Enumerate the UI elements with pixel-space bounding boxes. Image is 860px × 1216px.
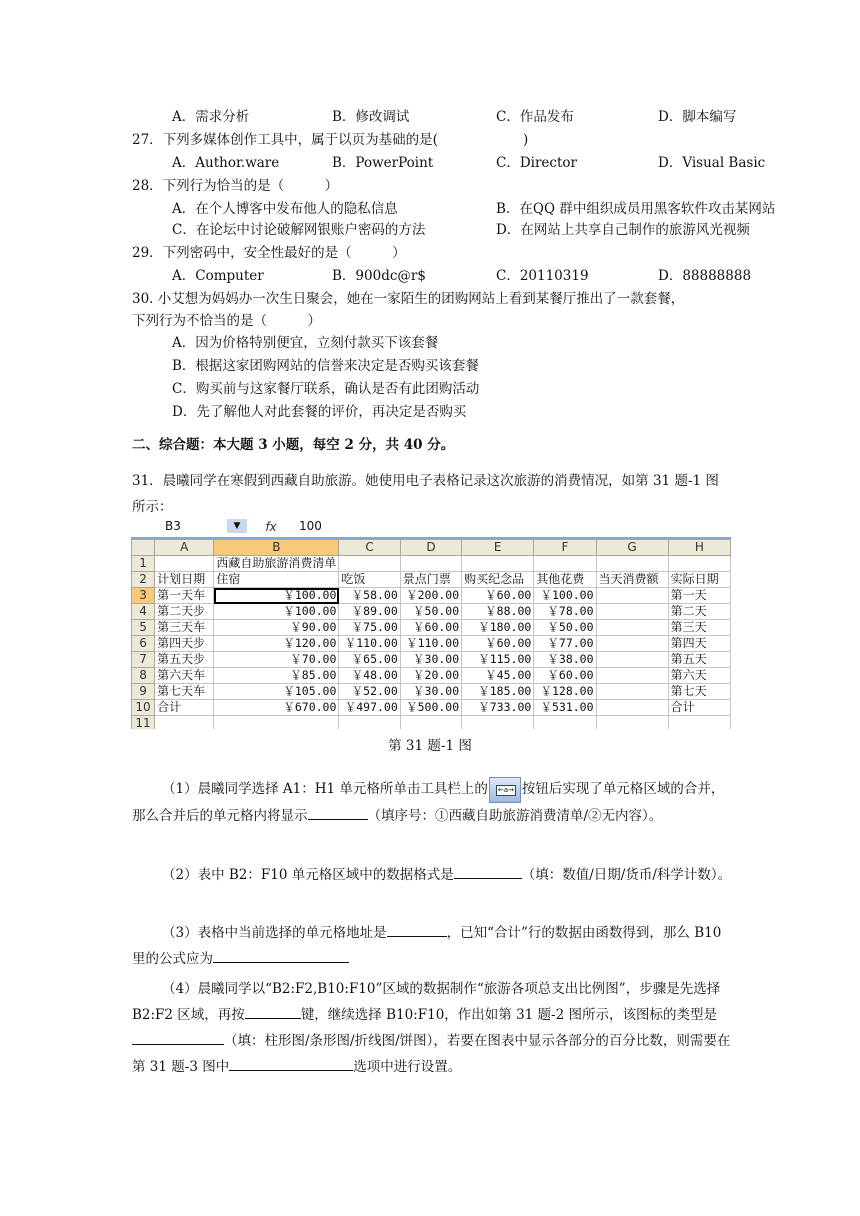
sub1-text-b: 按钮后实现了单元格区域的合并，那么合并后的单元格内将显示 (132, 781, 725, 824)
cell[interactable] (596, 588, 668, 604)
cell[interactable] (400, 716, 461, 730)
sub4-text-b: 键，继续选择 B10:F10，作出如第 31 题-2 图所示，该图标的类型是 (300, 1007, 717, 1023)
table-row (132, 700, 731, 716)
cell[interactable]: ￥38.00 (534, 652, 596, 668)
cell[interactable]: ￥115.00 (462, 652, 534, 668)
q29-stem: 29．下列密码中，安全性最好的是（ ） (132, 245, 406, 261)
cell[interactable]: 景点门票 (400, 572, 461, 588)
cell[interactable]: 当天消费额 (596, 572, 668, 588)
cell[interactable]: 第六天 (668, 668, 730, 684)
sub2-text-a: （2）表中 B2：F10 单元格区域中的数据格式是 (162, 867, 454, 883)
cell[interactable] (596, 700, 668, 716)
cell[interactable]: ￥20.00 (400, 668, 461, 684)
column-header-e[interactable]: E (462, 540, 534, 556)
cell[interactable]: ￥77.00 (534, 636, 596, 652)
q31-intro: 31．晨曦同学在寒假到西藏自助旅游。她使用电子表格记录这次旅游的消费情况，如第 31 题-1 图所示： (132, 473, 719, 515)
cell[interactable]: ￥110.00 (400, 636, 461, 652)
cell[interactable]: ￥60.00 (534, 668, 596, 684)
table-row (132, 636, 731, 652)
spreadsheet-figure (131, 517, 731, 729)
answer-blank-5 (245, 1004, 301, 1019)
cell[interactable]: ￥100.00 (214, 604, 339, 620)
cell[interactable]: ￥45.00 (462, 668, 534, 684)
cell[interactable]: 合计 (668, 700, 730, 716)
cell[interactable] (596, 716, 668, 730)
q29-option-c: C．20110319 (496, 268, 589, 284)
sub4-text-c: （填：柱形图/条形图/折线图/饼图），若要在图表中显示各部分的百分比数，则需要在第 31 题-3 图中 (132, 1033, 731, 1075)
q28-option-b: B．在QQ 群中组织成员用黑客软件攻击某网站 (496, 201, 776, 217)
cell[interactable]: 第七天 (668, 684, 730, 700)
cell[interactable]: 第三天 (668, 620, 730, 636)
cell[interactable] (596, 668, 668, 684)
cell[interactable] (155, 556, 214, 572)
q27-stem: 27．下列多媒体创作工具中，属于以页为基础的是( (132, 132, 438, 148)
sub1-text-c: （填序号：①西藏自助旅游消费清单/②无内容）。 (367, 807, 663, 824)
merge-and-center-icon (489, 777, 521, 803)
cell[interactable]: 住宿 (214, 572, 339, 588)
q30-option-c: C．购买前与这家餐厅联系，确认是否有此团购活动 (172, 381, 480, 397)
cell[interactable] (339, 556, 400, 572)
cell[interactable]: 第五天步 (155, 652, 214, 668)
cell[interactable]: 第一天 (668, 588, 730, 604)
cell[interactable]: ￥70.00 (214, 652, 339, 668)
q28-option-a: A．在个人博客中发布他人的隐私信息 (172, 201, 398, 217)
cell[interactable] (462, 556, 534, 572)
answer-blank-6 (132, 1030, 224, 1045)
cell[interactable]: ￥89.00 (339, 604, 400, 620)
cell[interactable]: 合计 (155, 700, 214, 716)
column-header-f[interactable]: F (534, 540, 596, 556)
sub4-text-d: 选项中进行设置。 (353, 1059, 462, 1075)
cell[interactable] (668, 556, 730, 572)
cell[interactable]: ￥60.00 (400, 620, 461, 636)
cell[interactable]: 实际日期 (668, 572, 730, 588)
row-header[interactable]: 4 (132, 604, 155, 620)
cell[interactable]: 第四天步 (155, 636, 214, 652)
row-header[interactable]: 10 (132, 700, 155, 716)
column-header-d[interactable]: D (400, 540, 461, 556)
chevron-down-icon[interactable]: ▼ (227, 519, 247, 533)
answer-blank-4 (213, 948, 349, 963)
q30-option-d: D．先了解他人对此套餐的评价，再决定是否购买 (172, 404, 467, 420)
cell[interactable]: ￥48.00 (339, 668, 400, 684)
cell[interactable] (596, 620, 668, 636)
q31-sub2 (132, 862, 732, 888)
q30-option-b: B．根据这家团购网站的信誉来决定是否购买该套餐 (172, 358, 479, 374)
cell[interactable]: 第七天车 (155, 684, 214, 700)
q27-option-c: C．Director (496, 155, 577, 171)
cell[interactable]: ￥88.00 (462, 604, 534, 620)
cell[interactable] (596, 604, 668, 620)
table-row (132, 556, 731, 572)
row-header[interactable]: 3 (132, 588, 155, 604)
sub1-text-a: （1）晨曦同学选择 A1：H1 单元格所单击工具栏上的 (162, 781, 488, 797)
row-header[interactable]: 11 (132, 716, 155, 730)
cell[interactable]: 第三天车 (155, 620, 214, 636)
answer-blank-3 (387, 922, 447, 937)
answer-blank-1 (308, 805, 368, 820)
cell[interactable] (596, 684, 668, 700)
q29-option-a: A．Computer (172, 268, 264, 284)
cell[interactable]: ￥75.00 (339, 620, 400, 636)
merge-icon-glyph: ←a→ (497, 785, 514, 794)
q27-close-paren: ) (523, 132, 529, 148)
cell[interactable]: 第一天车 (155, 588, 214, 604)
cell[interactable] (596, 636, 668, 652)
cell[interactable] (462, 716, 534, 730)
cell[interactable]: ￥100.00 (214, 588, 339, 604)
sub2-text-b: （填：数值/日期/货币/科学计数）。 (521, 867, 732, 883)
q29-option-b: B．900dc@r$ (332, 268, 426, 284)
cell[interactable]: 第二天步 (155, 604, 214, 620)
table-row (132, 572, 731, 588)
q30-option-a: A．因为价格特别便宜，立刻付款买下该套餐 (172, 335, 439, 351)
formula-value[interactable]: 100 (299, 519, 322, 533)
cell[interactable]: ￥50.00 (400, 604, 461, 620)
answer-blank-2 (454, 864, 522, 879)
column-header-row (132, 540, 731, 556)
row-header[interactable]: 2 (132, 572, 155, 588)
figure-caption: 第 31 题-1 图 (388, 738, 472, 754)
section-2-heading: 二、综合题：本大题 3 小题，每空 2 分，共 40 分。 (132, 437, 455, 453)
cell[interactable]: 第五天 (668, 652, 730, 668)
table-row (132, 588, 731, 604)
formula-bar (131, 517, 731, 539)
cell-grid (131, 539, 731, 729)
q26-option-a: A．需求分析 (172, 109, 250, 125)
row-header[interactable]: 5 (132, 620, 155, 636)
q27-option-a: A．Author.ware (172, 155, 280, 171)
column-header-h[interactable]: H (668, 540, 730, 556)
row-header[interactable]: 9 (132, 684, 155, 700)
table-row (132, 668, 731, 684)
cell[interactable]: 其他花费 (534, 572, 596, 588)
q26-option-b: B．修改调试 (332, 109, 410, 125)
cell[interactable]: 西藏自助旅游消费清单 (214, 556, 339, 572)
q31-sub1 (132, 776, 732, 829)
cell[interactable] (155, 716, 214, 730)
function-icon[interactable]: fx (265, 520, 277, 534)
row-header[interactable]: 6 (132, 636, 155, 652)
cell[interactable] (534, 556, 596, 572)
cell[interactable]: ￥100.00 (534, 588, 596, 604)
q31-sub4 (132, 976, 732, 1080)
cell[interactable]: ￥52.00 (339, 684, 400, 700)
column-header-c[interactable]: C (339, 540, 400, 556)
cell[interactable]: ￥670.00 (214, 700, 339, 716)
cell[interactable]: ￥30.00 (400, 652, 461, 668)
q30-stem-line1: 30. 小艾想为妈妈办一次生日聚会，她在一家陌生的团购网站上看到某餐厅推出了一款套餐， (132, 291, 685, 307)
q27-option-b: B．PowerPoint (332, 155, 434, 171)
cell[interactable]: ￥90.00 (214, 620, 339, 636)
cell[interactable]: ￥85.00 (214, 668, 339, 684)
cell[interactable]: ￥500.00 (400, 700, 461, 716)
q26-option-d: D．脚本编写 (658, 109, 737, 125)
cell[interactable] (596, 652, 668, 668)
name-box[interactable]: B3 (165, 519, 181, 533)
cell[interactable]: ￥60.00 (462, 636, 534, 652)
cell[interactable]: 购买纪念品 (462, 572, 534, 588)
cell[interactable]: 第四天 (668, 636, 730, 652)
cell[interactable]: ￥50.00 (534, 620, 596, 636)
cell[interactable]: 第二天 (668, 604, 730, 620)
table-row (132, 604, 731, 620)
cell[interactable]: ￥78.00 (534, 604, 596, 620)
cell[interactable]: 吃饭 (339, 572, 400, 588)
cell[interactable] (400, 556, 461, 572)
cell[interactable]: ￥185.00 (462, 684, 534, 700)
cell[interactable] (214, 716, 339, 730)
cell[interactable] (596, 556, 668, 572)
cell[interactable]: ￥733.00 (462, 700, 534, 716)
cell[interactable]: ￥497.00 (339, 700, 400, 716)
cell[interactable]: ￥58.00 (339, 588, 400, 604)
q29-option-d: D．88888888 (658, 268, 752, 284)
cell[interactable]: ￥110.00 (339, 636, 400, 652)
row-header[interactable]: 1 (132, 556, 155, 572)
cell[interactable]: 第六天车 (155, 668, 214, 684)
row-header[interactable]: 7 (132, 652, 155, 668)
cell[interactable]: ￥120.00 (214, 636, 339, 652)
cell[interactable]: ￥65.00 (339, 652, 400, 668)
cell[interactable] (668, 716, 730, 730)
q27-option-d: D．Visual Basic (658, 155, 766, 171)
q30-stem-line2: 下列行为不恰当的是（ ） (132, 313, 321, 329)
answer-blank-7 (229, 1056, 353, 1071)
cell[interactable] (534, 716, 596, 730)
cell[interactable] (339, 716, 400, 730)
cell[interactable]: ￥60.00 (462, 588, 534, 604)
sub4-text-a: （4）晨曦同学以“B2:F2,B10:F10”区域的数据制作“旅游各项总支出比例图”，步骤是先选择 B2:F2 区域，再按 (132, 981, 721, 1023)
cell[interactable]: 计划日期 (155, 572, 214, 588)
row-header[interactable]: 8 (132, 668, 155, 684)
column-header-g[interactable]: G (596, 540, 668, 556)
cell[interactable]: ￥30.00 (400, 684, 461, 700)
cell[interactable]: ￥180.00 (462, 620, 534, 636)
cell[interactable]: ￥200.00 (400, 588, 461, 604)
sub3-text-b: ，已知“合计”行的数据由函数得到，那么 B10 里的公式应为 (132, 925, 722, 967)
q28-option-c: C．在论坛中讨论破解网银账户密码的方法 (172, 222, 426, 238)
column-header-a[interactable]: A (155, 540, 214, 556)
cell[interactable]: ￥531.00 (534, 700, 596, 716)
table-row (132, 620, 731, 636)
cell[interactable]: ￥128.00 (534, 684, 596, 700)
q26-option-c: C．作品发布 (496, 109, 574, 125)
table-row (132, 652, 731, 668)
q31-sub3 (132, 920, 732, 972)
column-header-b[interactable]: B (214, 540, 339, 556)
sub3-text-a: （3）表格中当前选择的单元格地址是 (162, 925, 387, 941)
cell[interactable]: ￥105.00 (214, 684, 339, 700)
table-row (132, 684, 731, 700)
table-row (132, 716, 731, 730)
q28-stem: 28．下列行为恰当的是（ ） (132, 178, 339, 194)
select-all-corner[interactable] (132, 540, 155, 556)
q28-option-d: D．在网站上共享自己制作的旅游风光视频 (496, 222, 750, 238)
